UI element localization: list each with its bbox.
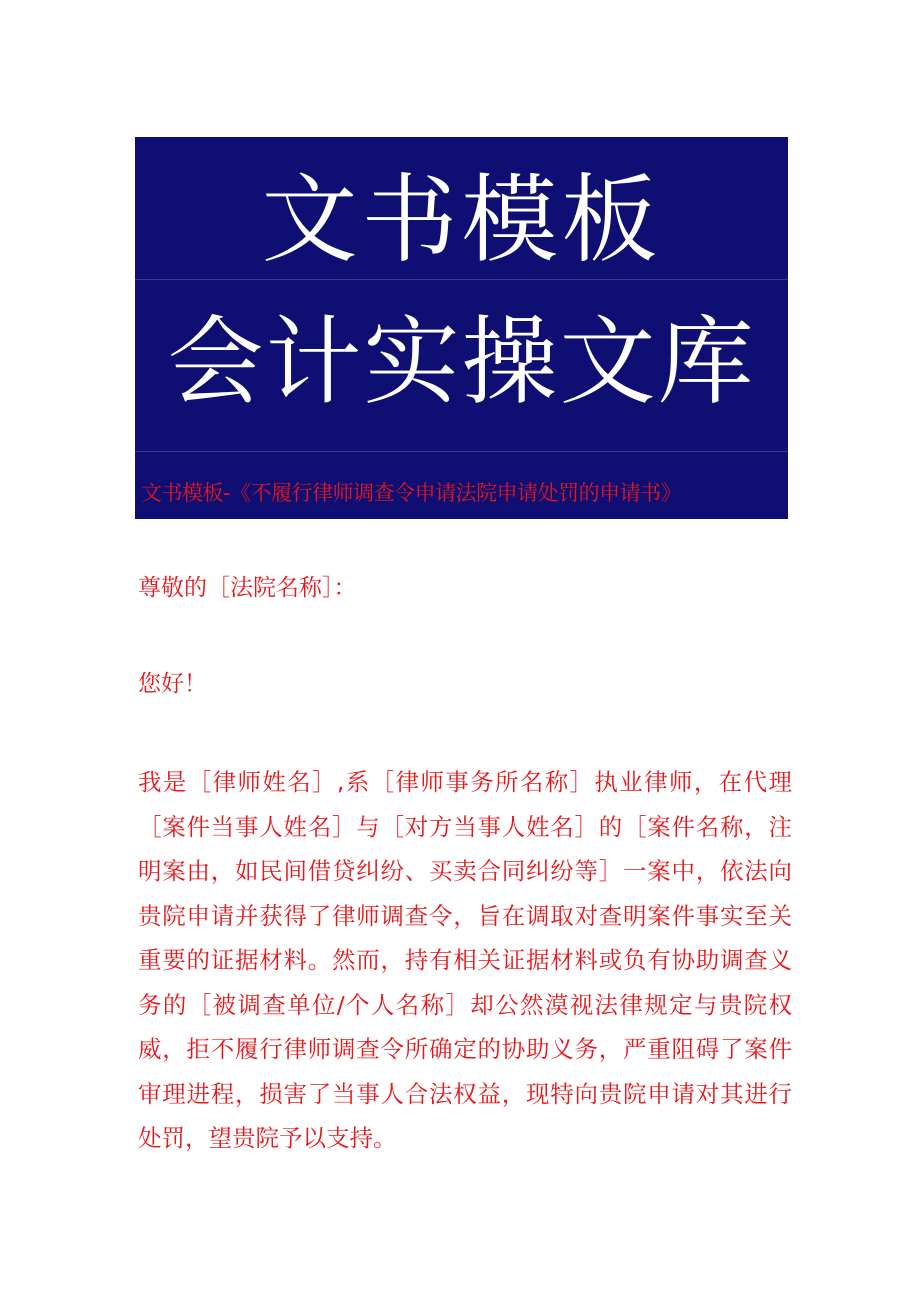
banner-divider-bottom bbox=[135, 451, 788, 452]
cover-banner bbox=[135, 137, 788, 519]
banner-title-line-1: 文书模板 bbox=[261, 164, 662, 276]
document-subtitle: 文书模板-《不履行律师调查令申请法院申请处罚的申请书》 bbox=[141, 481, 682, 505]
banner-title-line-2: 会计实操文库 bbox=[167, 306, 756, 418]
letter-greeting: 您好！ bbox=[138, 671, 207, 697]
letter-content bbox=[138, 568, 792, 1161]
letter-body-paragraph: 我是［律师姓名］,系［律师事务所名称］执业律师，在代理［案件当事人姓名］与［对方当事人姓名］的［案件名称，注明案由，如民间借贷纠纷、买卖合同纠纷等］一案中，依法向贵院申请并获得了律师调查令，旨在调取对查明案件事实至关重要的证据材料。然而，持有相关证据材料或负有协助调查义务的［被调查单位/个人名称］却公然漠视法律规定与贵院权威，拒不履行律师调查令所确定的协助义务，严重阻碍了案件审理进程，损害了当事人合法权益，现特向贵院申请对其进行处罚，望贵院予以支持。 bbox=[138, 768, 792, 1152]
letter-salutation: 尊敬的［法院名称］： bbox=[138, 575, 357, 601]
banner-divider-top bbox=[135, 279, 788, 280]
